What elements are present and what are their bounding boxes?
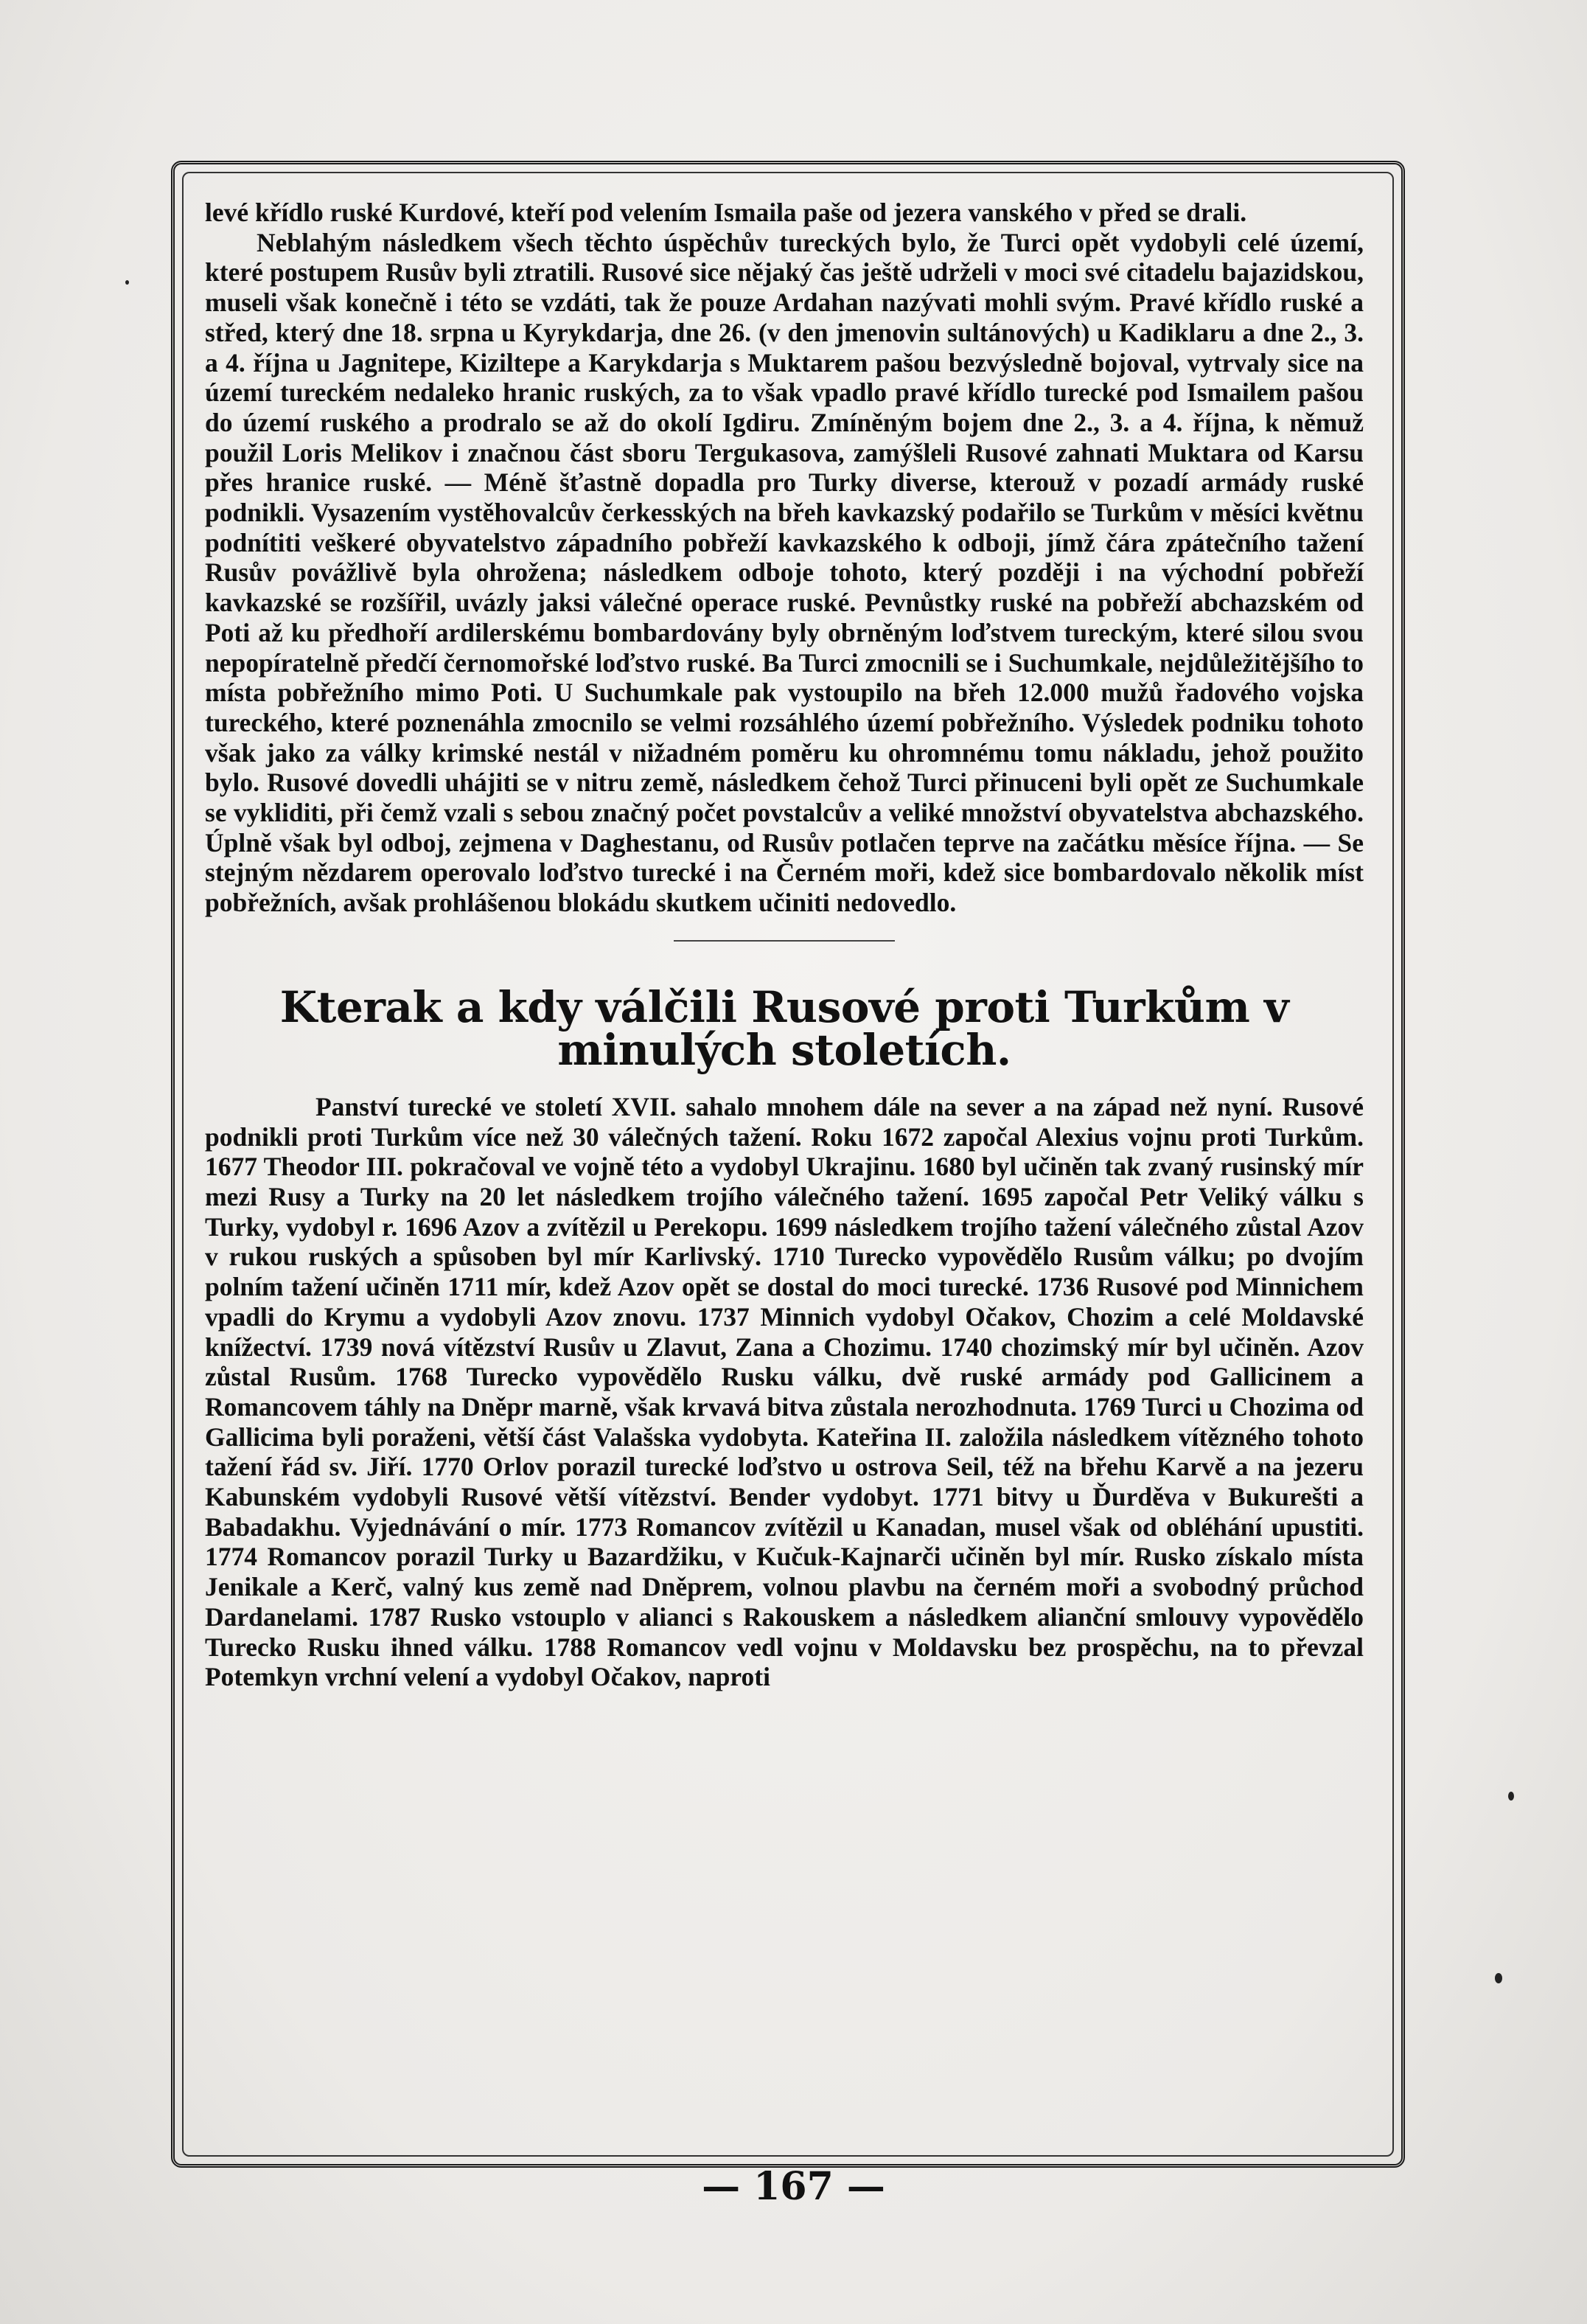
paragraph: Panství turecké ve století XVII. sahalo mnohem dále na sever a na západ než nyní. Rusové podnikli proti Turkům více než 30 válečných tažení. Roku 1672 započal Alexius vojnu proti Turkům. 1677 Theodor III. pokračoval ve vojně této a vydobyl Ukrajinu. 1680 byl učiněn tak zvaný rusinský mír mezi Rusy a Turky na 20 let následkem trojího válečného tažení. 1695 započal Petr Veliký válku s Turky, vydobyl r. 1696 Azov a zvítězil u Perekopu. 1699 následkem trojího tažení válečného zůstal Azov v rukou ruských a spůsoben byl mír Karlivský. 1710 Turecko vypovědělo Rusům válku; po dvojím polním tažení učiněn 1711 mír, kdež Azov opět se dostal do moci turecké. 1736 Rusové pod Minnichem vpadli do Krymu a vydobyli Azov znovu. 1737 Minnich vydobyl Očakov, Chozim a celé Moldavské knížectví. 1739 nová vítězství Rusův u Zlavut, Zana a Chozimu. 1740 chozimský mír byl učiněn. Azov zůstal Rusům. 1768 Turecko vypovědělo Rusku válku, dvě ruské armády pod Gallicinem a Romancovem táhly na Dněpr marně, však krvavá bitva zůstala nerozhodnuta. 1769 Turci u Chozima od Gallicima byli poraženi, větší část Valašska vydobyta. Kateřina II. založila následkem vítězného tohoto tažení řád sv. Jiří. 1770 Orlov porazil turecké loďstvo u ostrova Seil, též na břehu Karvě a na jezeru Kabunském vydobyli Rusové větší vítězství. Bender vydobyt. 1771 bitvy u Ďurděva v Bukurešti a Babadakhu. Vyjednávání o mír. 1773 Romancov zvítězil u Kanadan, musel však od obléhání upustiti. 1774 Romancov porazil Turky u Bazardžiku, v Kučuk-Kajnarči učiněn byl mír. Rusko získalo místa Jenikale a Kerč, valný kus země nad Dněprem, volnou plavbu na černém moři a svobodný průchod Dardanelami. 1787 Rusko vstouplo v alianci s Rakouskem a následkem alianční smlouvy vypovědělo Turecko Rusku ihned válku. 1788 Romancov vedl vojnu v Moldavsku bez prospěchu, na to převzal Potemkyn vrchní velení a vydobyl Očakov, naproti: [205, 1091, 1364, 1692]
scan-speck: [1495, 1973, 1502, 1983]
section-divider: [674, 940, 895, 942]
section-heading: Kterak a kdy válčili Rusové proti Turkům v minulých stoletích.: [279, 981, 1289, 1075]
page-content: [205, 198, 1364, 1692]
scan-speck: [125, 280, 129, 285]
page-number: — 167 —: [702, 2164, 885, 2209]
section-text: [205, 198, 1364, 918]
paragraph: Neblahým následkem všech těchto úspěchův tureckých bylo, že Turci opět vydobyli celé území, které postupem Rusův byli ztratili. Rusové sice nějaký čas ještě udrželi v moci své citadelu bajazidskou, museli však konečně i této se vzdáti, tak že pouze Ardahan nazývati mohli svým. Pravé křídlo ruské a střed, který dne 18. srpna u Kyrykdarja, dne 26. (v den jmenovin sultánových) u Kadiklaru a dne 2., 3. a 4. října u Jagnitepe, Kiziltepe a Karykdarja s Muktarem pašou bezvýsledně bojoval, vytrvaly sice na území tureckém nedaleko hranic ruských, za to však vpadlo pravé křídlo turecké pod Ismailem pašou do území ruského a prodralo se až do okolí Igdiru. Zmíněným bojem dne 2., 3. a 4. října, k němuž použil Loris Melikov i značnou část sboru Tergukasova, zamýšleli Rusové zahnati Muktara od Karsu přes hranice ruské. — Méně šťastně dopadla pro Turky diverse, kterouž v pozadí armády ruské podnikli. Vysazením vystěhovalcův čerkesských na břeh kavkazský podařilo se Turkům v měsíci květnu podnítiti veškeré obyvatelstvo západního pobřeží kavkazského k odboji, jímž čára zpátečního tažení Rusův povážlivě byla ohrožena; následkem odboje tohoto, který později i na východní pobřeží kavkazské se rozšířil, uvázly jaksi válečné operace ruské. Pevnůstky ruské na pobřeží abchazském od Poti až ku předhoří ardilerskému bombardovány byly obrněným loďstvem tureckým, které silou svou nepopíratelně předčí černomořské loďstvo ruské. Ba Turci zmocnili se i Suchumkale, nejdůležitějšího to místa pobřežního mimo Poti. U Suchumkale pak vystoupilo na břeh 12.000 mužů řadového vojska tureckého, které poznenáhla zmocnilo se velmi rozsáhlého území pobřežního. Výsledek podniku tohoto však jako za války krimské nestál v nižadném poměru ku ohromnému tomu nákladu, jehož použito bylo. Rusové dovedli uhájiti se v nitru země, následkem čehož Turci přinuceni byli opět ze Suchumkale se vykliditi, při čemž vzali s sebou značný počet povstalcův a veliké množství obyvatelstva abchazského. Úplně však byl odboj, zejmena v Daghestanu, od Rusův potlačen teprve na začátku měsíce října. — Se stejným nězdarem operovalo loďstvo turecké i na Černém moři, kdež sice bombardovalo několik míst pobřežních, avšak prohlášenou blokádu skutkem učiniti nedovedlo.: [205, 227, 1364, 918]
paragraph: levé křídlo ruské Kurdové, kteří pod velením Ismaila paše od jezera vanského v před se drali.: [205, 198, 1247, 227]
section-text: [205, 1092, 1364, 1692]
scan-speck: [1508, 1792, 1514, 1801]
